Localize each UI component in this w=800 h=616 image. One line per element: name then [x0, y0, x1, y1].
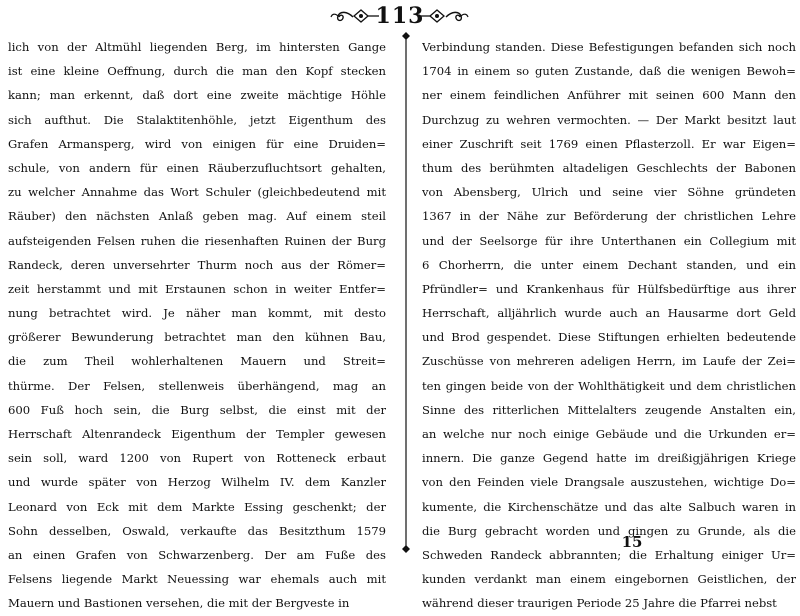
text-line: und Brod gespendet. Diese Stiftungen erhielten bedeutende — [422, 330, 796, 345]
text-line: Herrschaft, alljährlich wurde auch an Hausarme dort Geld — [422, 306, 796, 321]
text-line: Sinne des ritterlichen Mittelalters zeugende Anstalten ein, — [422, 402, 796, 417]
text-line: Randeck, deren unversehrter Thurm noch aus der Römer= — [8, 257, 386, 272]
text-line: kann; man erkennt, daß dort eine zweite mächtige Höhle — [8, 88, 386, 103]
text-line: Grafen Armansperg, wird von einigen für eine Druiden= — [8, 136, 386, 151]
page-header — [0, 2, 800, 32]
text-line: ist eine kleine Oeffnung, durch die man den Kopf stecken — [8, 64, 386, 79]
text-line: thürme. Der Felsen, stellenweis überhängend, mag an — [8, 378, 386, 393]
text-line: 1367 in der Nähe zur Beförderung der christlichen Lehre — [422, 209, 796, 224]
text-line: Herrschaft Altenrandeck Eigenthum der Templer gewesen — [8, 427, 386, 441]
diamond-ornament-right-icon — [418, 7, 446, 25]
text-line: Felsens liegende Markt Neuessing war ehemals auch mit — [8, 572, 386, 587]
text-line: thum des berühmten altadeligen Geschlechts der Babonen — [422, 160, 796, 175]
text-line: Leonard von Eck mit dem Markte Essing geschenkt; der — [8, 499, 386, 514]
text-line: Mauern und Bastionen versehen, die mit der Bergveste in — [8, 596, 350, 611]
text-line: innern. Die ganze Gegend hatte im dreißigjährigen Kriege — [422, 451, 796, 466]
text-line: die zum Theil wohlerhaltenen Mauern und Streit= — [8, 354, 386, 369]
flourish-right-icon — [445, 10, 469, 24]
text-line: zeit herstammt und mit Erstaunen schon in weiter Entfer= — [8, 281, 386, 296]
text-line: ten gingen beide von der Wohlthätigkeit und dem christlichen — [422, 378, 796, 393]
text-line: sich aufthut. Die Stalaktitenhöhle, jetzt Eigenthum des — [8, 112, 386, 127]
text-line: Räuber) den nächsten Anlaß geben mag. Auf einem steil — [8, 209, 386, 224]
column-divider-rule — [400, 32, 412, 553]
text-line: schule, von andern für einen Räuberzufluchtsort gehalten, — [8, 160, 386, 175]
text-line: 6 Chorherrn, die unter einem Dechant standen, und ein — [422, 257, 796, 272]
text-line: die Burg gebracht worden und gingen zu Grunde, als die — [422, 523, 796, 538]
text-line: an einen Grafen von Schwarzenberg. Der am Fuße des — [8, 547, 386, 562]
right-text-column — [422, 35, 796, 616]
left-text-column — [8, 35, 386, 616]
text-line: 1704 in einem so guten Zustande, daß die wenigen Bewoh= — [422, 64, 796, 79]
signature-mark: 15 — [621, 533, 643, 551]
text-line: aufsteigenden Felsen ruhen die riesenhaften Ruinen der Burg — [8, 233, 386, 248]
text-line: und der Seelsorge für ihre Unterthanen ein Collegium mit — [422, 233, 796, 248]
text-line: zu welcher Annahme das Wort Schuler (gleichbedeutend mit — [8, 185, 386, 200]
text-line: einer Zuschrift seit 1769 einen Pflasterzoll. Er war Eigen= — [422, 136, 796, 151]
text-line: nung betrachtet wird. Je näher man kommt, mit desto — [8, 306, 386, 321]
text-line: größerer Bewunderung betrachtet man den kühnen Bau, — [8, 330, 386, 345]
text-line: Schweden Randeck abbrannten; die Erhaltung einiger Ur= — [422, 547, 796, 562]
text-line: sein soll, ward 1200 von Rupert von Rotteneck erbaut — [8, 451, 386, 466]
text-line: ner einem feindlichen Anführer mit seinen 600 Mann den — [422, 88, 796, 103]
text-line: und wurde später von Herzog Wilhelm IV. dem Kanzler — [8, 475, 386, 490]
text-line: von Abensberg, Ulrich und seine vier Söhne gründeten — [422, 185, 796, 200]
text-line: während dieser traurigen Periode 25 Jahre die Pfarrei nebst — [422, 596, 777, 611]
text-line: Sohn desselben, Oswald, verkaufte das Besitzthum 1579 — [8, 523, 386, 538]
text-line: Pfründler= und Krankenhaus für Hülfsbedürftige aus ihrer — [422, 281, 796, 296]
text-line: kumente, die Kirchenschätze und das alte Salbuch waren in — [422, 499, 796, 514]
text-line: lich von der Altmühl liegenden Berg, im hintersten Gange — [8, 40, 386, 54]
text-line: Verbindung standen. Diese Befestigungen befanden sich noch — [422, 40, 796, 54]
text-line: an welche nur noch einige Gebäude und die Urkunden er= — [422, 427, 796, 441]
text-line: Durchzug zu wehren vermochten. — Der Markt besitzt laut — [422, 112, 796, 127]
text-line: von den Feinden viele Drangsale auszustehen, wichtige Do= — [422, 475, 796, 490]
text-line: kunden verdankt man einem eingebornen Geistlichen, der — [422, 572, 796, 587]
page-number: 113 — [375, 3, 425, 29]
text-line: 600 Fuß hoch sein, die Burg selbst, die einst mit der — [8, 402, 386, 417]
text-line: Zuschüsse von mehreren adeligen Herrn, im Laufe der Zei= — [422, 354, 796, 369]
